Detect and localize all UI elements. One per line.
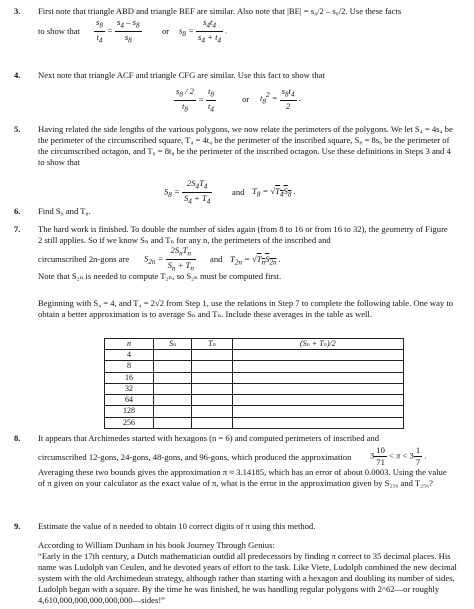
step-number: 4. <box>14 70 21 80</box>
table-row <box>105 383 404 394</box>
empty-cell[interactable] <box>192 417 232 428</box>
header-n: n <box>105 339 154 350</box>
step-5 <box>14 124 454 206</box>
empty-cell[interactable] <box>192 383 232 394</box>
table-row <box>105 417 404 428</box>
equation-s8: $s_8$ = $\frac{s_4t_4}{s_4 + t_4}$ . <box>179 17 228 45</box>
step-text: First note that triangle ABD and triangle BEF are similar. Also note that |BE| = s₄/2 – s₈/2. Use these facts <box>38 6 402 16</box>
empty-cell[interactable] <box>192 361 232 372</box>
header-Tn: Tₙ <box>192 339 232 350</box>
instructions-text: Beginning with S₄ = 4, and T₄ = 2√2 from Step 1, use the relations in Step 7 to complete the following table. One way to obtain a better approximation is to average Sₙ and Tₙ. Include these averages in the table as well. <box>38 298 454 319</box>
equation-T2n: $T_{2n} = √T_nS_{2n}$ . <box>230 254 281 267</box>
empty-cell[interactable] <box>192 350 232 361</box>
empty-cell[interactable] <box>192 395 232 406</box>
empty-cell[interactable] <box>232 395 403 406</box>
step-number: 9. <box>14 521 21 531</box>
step-text: Having related the side lengths of the various polygons, we now relate the perimeters of the polygons. We let S₄ = 4s₄ be the perimeter of the circumscribed square, T₄ = 4t₄ be the perimeter of the inscribed square, S₈ = 8s₈ be the perimeter of the circumscribed octagon, and T₈ = 8t₈ be the perimeter of the inscribed octagon. Use these definitions in Steps 3 and 4 to show that <box>38 124 453 167</box>
step-number: 7. <box>14 224 21 234</box>
empty-cell[interactable] <box>154 361 192 372</box>
table-row <box>105 406 404 417</box>
and-text: and <box>232 187 245 197</box>
equation-t8: $\frac{s_8 / 2}{t_8}$ = $\frac{t_8}{t_4}$ <box>176 86 214 114</box>
n-cell: 256 <box>105 417 154 428</box>
empty-cell[interactable] <box>154 372 192 383</box>
perimeter-table <box>104 338 404 429</box>
n-cell: 16 <box>105 372 154 383</box>
n-cell: 128 <box>105 406 154 417</box>
empty-cell[interactable] <box>232 350 403 361</box>
table-row <box>105 350 404 361</box>
header-Sn: Sₙ <box>154 339 192 350</box>
note-text: Note that S₂ₙ is needed to compute T₂ₙ, so S₂ₙ must be computed first. <box>38 271 282 281</box>
step-number: 3. <box>14 6 21 16</box>
step-3 <box>14 6 454 64</box>
empty-cell[interactable] <box>154 395 192 406</box>
n-cell: 4 <box>105 350 154 361</box>
step-number: 8. <box>14 433 21 443</box>
step-4 <box>14 70 454 118</box>
or-text: or <box>162 26 170 36</box>
step-6 <box>14 206 454 218</box>
empty-cell[interactable] <box>154 383 192 394</box>
n-cell: 32 <box>105 383 154 394</box>
quote-intro: According to William Dunham in his book Journey Through Genius: <box>38 540 275 550</box>
table-row <box>105 361 404 372</box>
table-row <box>105 372 404 383</box>
empty-cell[interactable] <box>232 383 403 394</box>
step-8 <box>14 433 454 513</box>
step-text: It appears that Archimedes started with hexagons (n = 6) and computed perimeters of inscribed and <box>38 433 380 443</box>
empty-cell[interactable] <box>154 350 192 361</box>
equation-T8: $T_8 = √T_4S_8$ . <box>252 186 296 199</box>
quote-body: “Early in the 17th century, a Dutch mathematician outdid all predecessors by finding π correct to 35 decimal places. His name was Ludolph van Ceulen, and he devoted years of effort to the task. Like Viete, Ludolph combined the new decimal system with the old Archimedean strategy, although rather than starting with a hexagon and doubling its number of sides, Ludolph began with a square. By the time he was finished, he was handling regular polygons with 2^62—or roughly 4,610,000,000,000,000,000—sides!” <box>38 551 457 605</box>
and-text: and <box>210 254 223 264</box>
step-text-3: Averaging these two bounds gives the approximation π ≈ 3.14185, which has an error of about 0.0003. Using the value of π given on your calculator as the exact value of π, what is the error in the approximation given by S₂₅₆ and T₂₅₆? <box>38 467 447 488</box>
table-header-row <box>105 339 404 350</box>
step-9 <box>14 521 454 533</box>
step-text-2: to show that <box>38 26 81 36</box>
step-text: The hard work is finished. To double the number of sides again (from 8 to 16 or from 16 to 32), the geometry of Figure 2 still applies. So if we know Sₙ and Tₙ for any n, the perimeters of the inscribed and <box>38 224 448 245</box>
step-text: Next note that triangle ACF and triangle CFG are similar. Use this fact to show that <box>38 70 325 80</box>
empty-cell[interactable] <box>232 372 403 383</box>
or-text: or <box>242 94 250 104</box>
empty-cell[interactable] <box>154 417 192 428</box>
step-7 <box>14 224 454 334</box>
n-cell: 8 <box>105 361 154 372</box>
table-row <box>105 395 404 406</box>
empty-cell[interactable] <box>154 406 192 417</box>
step-text-2: circumscribed 2n-gons are <box>38 254 130 264</box>
step-text-2: circumscribed 12-gons, 24-gons, 48-gons, and 96-gons, which produced the approximation <box>38 452 352 462</box>
n-cell: 64 <box>105 395 154 406</box>
equation-s8-t4: $\frac{s_8}{t_4}$ = $\frac{s_4 - s_8}{s_8}$ <box>96 17 140 45</box>
step-number: 5. <box>14 124 21 134</box>
empty-cell[interactable] <box>192 406 232 417</box>
empty-cell[interactable] <box>232 417 403 428</box>
equation-S8: $S_8$ = $\frac{2S_4T_4}{S_4 + T_4}$ <box>164 178 211 206</box>
header-average: (Sₙ + Tₙ)/2 <box>232 339 403 350</box>
step-number: 6. <box>14 206 21 216</box>
equation-t8-squared: $t_8^2$ = $\frac{s_8t_4}{2}$ . <box>260 86 301 111</box>
equation-S2n: $S_{2n}$ = $\frac{2S_nT_n}{S_n + T_n}$ <box>144 245 194 273</box>
empty-cell[interactable] <box>232 361 403 372</box>
step-text: Estimate the value of n needed to obtain 10 correct digits of π using this method. <box>38 521 316 531</box>
archimedes-bounds: 3 $\frac{10}{71}$ < π < 3 $\frac{1}{7}$ . <box>370 445 427 467</box>
empty-cell[interactable] <box>192 372 232 383</box>
step-text: Find S₈ and T₈. <box>38 206 91 216</box>
empty-cell[interactable] <box>232 406 403 417</box>
